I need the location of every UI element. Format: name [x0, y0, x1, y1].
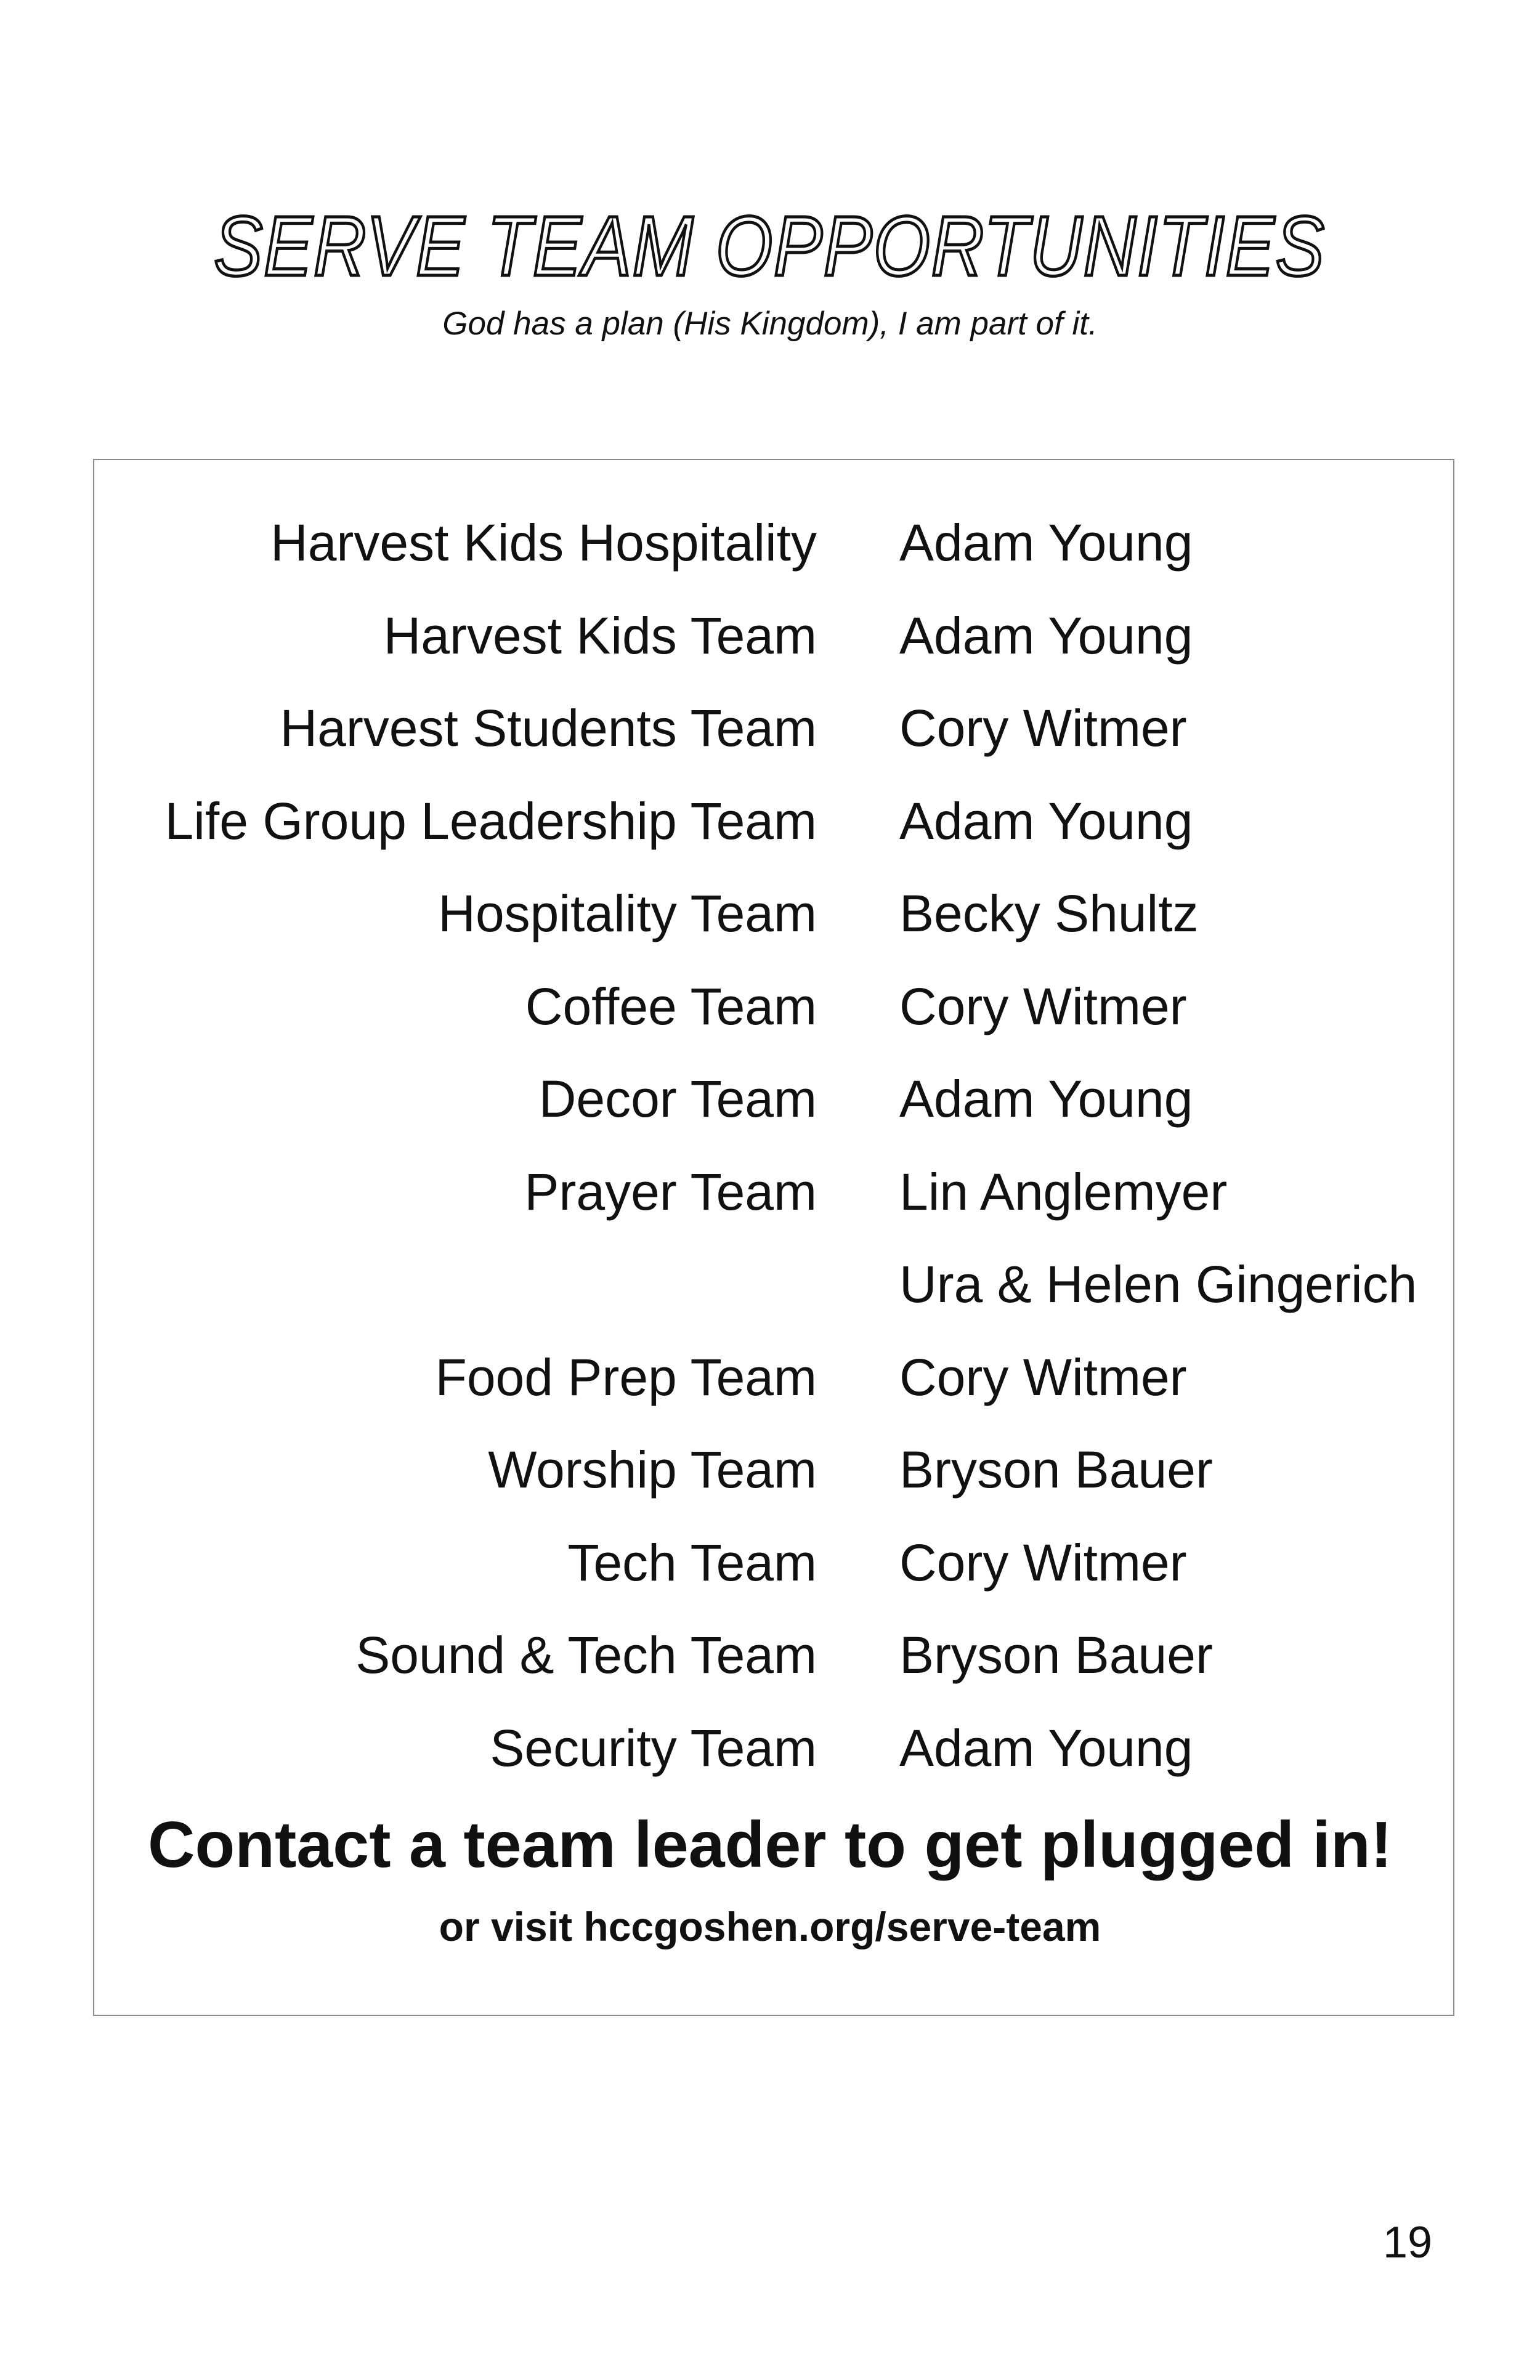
team-name: Food Prep Team	[435, 1348, 817, 1406]
team-name: Coffee Team	[525, 977, 817, 1035]
table-row	[0, 1158, 1540, 1226]
team-leader: Adam Young	[899, 606, 1193, 665]
team-leader: Adam Young	[899, 791, 1193, 850]
team-leader: Adam Young	[899, 1718, 1193, 1777]
table-row	[0, 880, 1540, 947]
team-name: Tech Team	[567, 1533, 817, 1592]
team-leader: Bryson Bauer	[899, 1626, 1213, 1684]
table-row	[0, 1250, 1540, 1318]
table-row	[0, 602, 1540, 670]
table-row	[0, 787, 1540, 855]
team-name: Worship Team	[488, 1441, 817, 1499]
table-row	[0, 1343, 1540, 1411]
team-leader: Becky Shultz	[899, 884, 1199, 942]
table-row	[0, 1714, 1540, 1782]
team-name: Prayer Team	[524, 1162, 817, 1221]
team-leader: Cory Witmer	[899, 699, 1187, 757]
table-row	[0, 1065, 1540, 1133]
teams-box	[93, 459, 1454, 2016]
table-row	[0, 1529, 1540, 1597]
team-leader: Adam Young	[899, 1070, 1193, 1128]
team-leader: Bryson Bauer	[899, 1441, 1213, 1499]
team-name: Life Group Leadership Team	[164, 791, 817, 850]
page-number: 19	[1383, 2218, 1433, 2267]
team-name: Harvest Kids Team	[383, 606, 817, 665]
team-name: Decor Team	[538, 1070, 817, 1128]
team-name: Security Team	[490, 1718, 817, 1777]
call-to-action: Contact a team leader to get plugged in!	[147, 1808, 1393, 1881]
team-leader: Lin Anglemyer	[899, 1162, 1228, 1221]
table-row	[0, 509, 1540, 577]
team-name: Sound & Tech Team	[355, 1626, 817, 1684]
team-leader: Cory Witmer	[899, 1348, 1187, 1406]
team-leader: Cory Witmer	[899, 977, 1187, 1035]
team-leader: Adam Young	[899, 514, 1193, 572]
team-leader: Ura & Helen Gingerich	[899, 1255, 1417, 1313]
team-leader: Cory Witmer	[899, 1533, 1187, 1592]
website-link[interactable]: or visit hccgoshen.org/serve-team	[439, 1904, 1101, 1949]
team-name: Harvest Kids Hospitality	[270, 514, 817, 572]
team-name: Hospitality Team	[438, 884, 817, 942]
table-row	[0, 1621, 1540, 1689]
page-subtitle: God has a plan (His Kingdom), I am part of it.	[442, 306, 1098, 342]
table-row	[0, 973, 1540, 1040]
table-row	[0, 694, 1540, 762]
page-title: SERVE TEAM OPPORTUNITIES	[214, 199, 1326, 294]
team-name: Harvest Students Team	[280, 699, 817, 757]
table-row	[0, 1436, 1540, 1504]
